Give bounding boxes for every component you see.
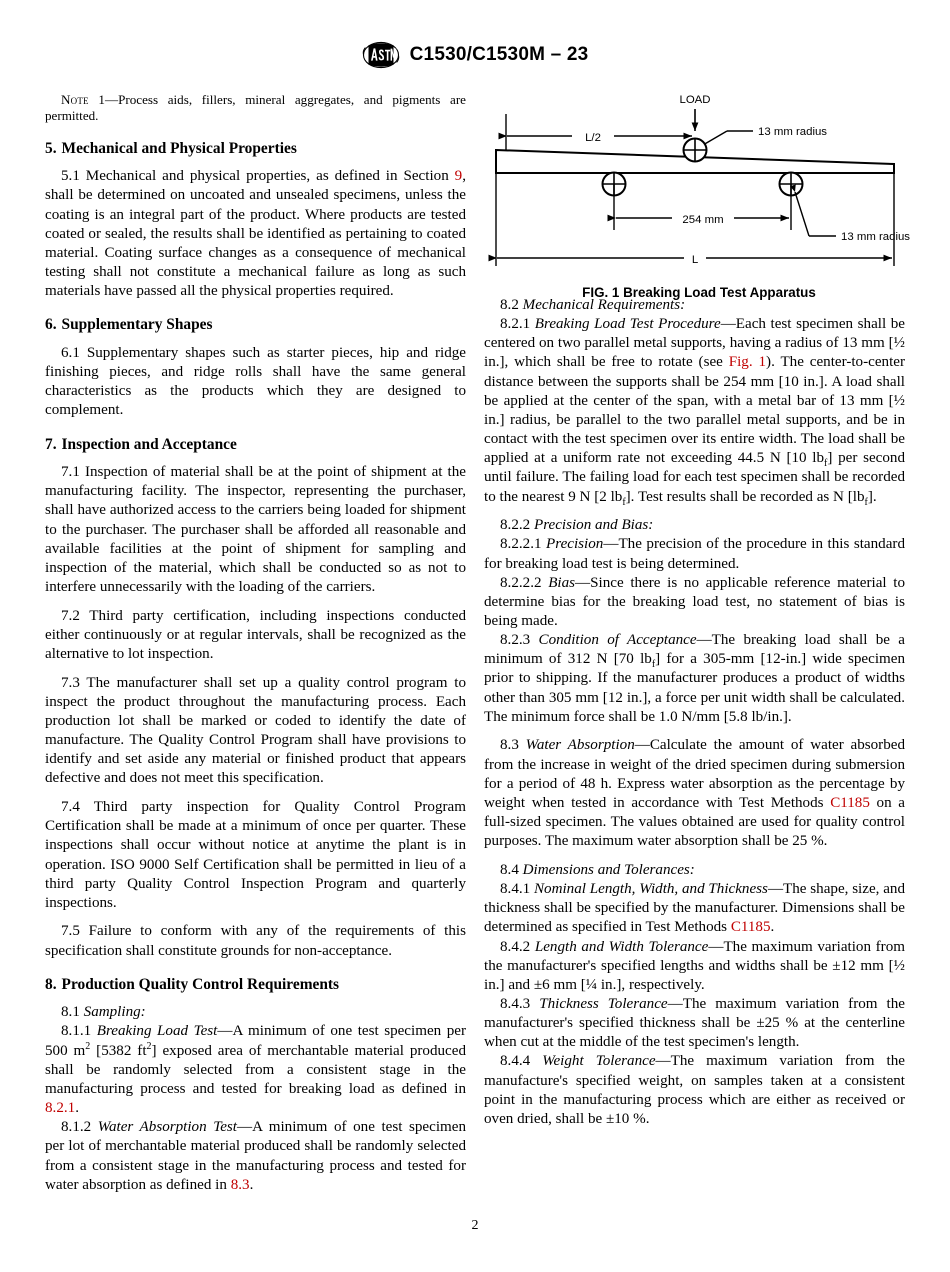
para-lead-in: Nominal Length, Width, and Thickness	[533, 881, 768, 898]
para-number: 8.1	[61, 1004, 84, 1021]
radius-top-leader	[703, 131, 727, 145]
paragraph-8-4-1	[484, 880, 905, 937]
paragraph-8-4-4	[484, 1052, 905, 1129]
section-6-heading	[45, 301, 466, 334]
section-5-title: Mechanical and Physical Properties	[61, 139, 297, 157]
para-text: ]. Test results shall be recorded as N [lb	[625, 488, 865, 505]
para-text: ). The center-to-center distance between the supports shall be 254 mm [10 in.]. A load shall be applied at the center of the span, with a metal bar of 13 mm [½ in.] radius, be parallel to the two parallel metal supports, and be in contact with the test specimen over its entire width. The load shall be applied at a uniform rate not exceeding 44.5 N [10 lb	[484, 354, 905, 467]
para-number: 8.1.1	[61, 1023, 97, 1040]
para-number: 8.4.1	[500, 881, 534, 898]
section-8-heading	[45, 961, 466, 994]
section-8-number: 8.	[45, 975, 57, 993]
paragraph-5-1	[45, 167, 466, 301]
section-6-number: 6.	[45, 316, 57, 334]
astm-logo-icon	[362, 40, 400, 70]
paragraph-8-1	[45, 1003, 466, 1022]
para-number: 8.1.2	[61, 1119, 98, 1136]
superscript-square: 2	[146, 1040, 152, 1052]
figure-1	[484, 88, 914, 300]
para-lead-in: Precision and Bias:	[533, 517, 654, 534]
subscript-f: f	[651, 659, 656, 671]
total-length-label: L	[691, 254, 699, 266]
paragraph-8-4	[484, 861, 905, 880]
section-7-number: 7.	[45, 435, 57, 453]
para-number: 8.2.2.1	[500, 536, 547, 553]
paragraph-8-2-2	[484, 516, 905, 535]
para-number: 8.2	[500, 297, 523, 313]
paragraph-7-2: 7.2 Third party certification, including inspections conducted either continuously or at regular intervals, shall be recognized as the alternative to lot inspection.	[45, 607, 466, 662]
para-text: —A minimum of one test specimen per 500 m	[45, 1023, 466, 1059]
paragraph-8-4-3	[484, 995, 905, 1052]
paragraph-8-2-1	[484, 315, 905, 507]
radius-top-label: 13 mm radius	[758, 126, 828, 138]
paragraph-7-1: 7.1 Inspection of material shall be at the point of shipment at the manufacturing facility. The inspector, representing the purchaser, shall have authorized access to the carriers being loaded for shipment to the purchaser. The purchaser shall be afforded all reasonable and available facilities at the point of shipment for sampling and inspection of the material, which shall be conducted so as not to interfere unnecessarily with the loading of the carriers.	[45, 464, 466, 595]
page-number: 2	[471, 1218, 479, 1233]
para-text: ] per second until failure. The failing load for each test specimen shall be recorded to the nearest 9 N [2 lb	[484, 450, 905, 505]
para-lead-in: Sampling:	[83, 1004, 146, 1021]
para-lead-in: Water Absorption Test	[97, 1119, 237, 1136]
para-number: 8.4.3	[500, 995, 540, 1012]
para-number: 8.2.3	[500, 632, 539, 649]
para-text: —The maximum variation from the manufacturer's specified thickness shall be ±25 % at the centerline when cut at the middle of the test specimen's length.	[484, 995, 905, 1051]
span-label: 254 mm	[682, 214, 724, 226]
paragraph-8-1-1	[45, 1022, 466, 1118]
para-lead-in: Water Absorption	[525, 737, 635, 754]
para-text: .	[75, 1100, 79, 1117]
para-lead-in: Bias	[548, 574, 576, 591]
para-text: on a full-sized specimen. The values obtained are used for quality control purposes. The maximum water absorption shall be 25 %.	[484, 794, 906, 850]
breaking-load-test-apparatus-diagram	[484, 88, 914, 280]
para-lead-in: Breaking Load Test	[96, 1023, 218, 1040]
paragraph-8-3	[484, 736, 905, 851]
para-text: —The maximum variation from the manufacture's specified weight, on samples taken at a consistent point in the manufacturing process which are either as received or oven dried, shall be ±10 %.	[484, 1053, 905, 1127]
subscript-f: f	[824, 458, 828, 470]
para-number: 8.2.2.2	[500, 574, 549, 591]
section-5-number: 5.	[45, 139, 57, 157]
figure-1-caption: FIG. 1 Breaking Load Test Apparatus	[582, 285, 816, 300]
para-number: 8.4.2	[500, 938, 535, 955]
paragraph-8-2-3	[484, 631, 905, 727]
right-column	[484, 296, 905, 1129]
paragraph-8-2-2-1	[484, 535, 905, 573]
para-number: 8.4	[500, 861, 523, 878]
cross-reference-9[interactable]: 9	[454, 168, 463, 185]
cross-reference-fig-1[interactable]: Fig. 1	[728, 354, 767, 371]
section-7-heading	[45, 421, 466, 454]
document-title: C1530/C1530M – 23	[409, 44, 589, 65]
para-lead-in: Precision	[546, 536, 604, 553]
para-text: .	[249, 1176, 254, 1193]
load-roller	[684, 139, 707, 162]
section-7-title: Inspection and Acceptance	[61, 435, 237, 453]
para-number: 8.3	[500, 737, 526, 754]
cross-reference-83[interactable]: 8.3	[230, 1176, 250, 1193]
para-text: —The shape, size, and thickness shall be specified by the manufacturer. Dimensions shall be determined as specified in Test Methods	[484, 881, 905, 936]
subscript-f: f	[864, 496, 868, 508]
para-number: 8.2.1	[500, 316, 535, 333]
section-6-title: Supplementary Shapes	[61, 316, 213, 334]
section-5-heading	[45, 125, 466, 158]
cross-reference-c1185[interactable]: C1185	[830, 794, 870, 811]
paragraph-7-3: 7.3 The manufacturer shall set up a quality control program to inspect the product throughout the manufacturing process. Each production lot shall be marked or coded to identify the date of manufacture. The Quality Control Program shall have provisions to identify and set aside any material or finished product that appears defective and does not meet this specification.	[45, 674, 466, 787]
note-text: 1—Process aids, fillers, mineral aggregates, and pigments are permitted.	[45, 92, 466, 124]
para-text: —The precision of the procedure in this standard for breaking load test is being determined.	[484, 536, 905, 572]
para-text: —The breaking load shall be a minimum of 312 N [70 lb	[484, 632, 905, 668]
cross-reference-c1185[interactable]: C1185	[730, 919, 771, 936]
para-lead-in: Thickness Tolerance	[539, 995, 668, 1012]
para-number: 8.2.2	[500, 517, 534, 534]
paragraph-6-1: 6.1 Supplementary shapes such as starter pieces, hip and ridge finishing pieces, and ridge rolls shall have the same general characteristics as the products which they are designed to complement.	[45, 344, 466, 419]
superscript-square: 2	[85, 1040, 91, 1052]
para-text: —A minimum of one test specimen per lot of merchantable material produced shall be randomly selected from a consistent stage in the manufacturing process and tested for water absorption as defined in	[45, 1119, 467, 1193]
section-8-title: Production Quality Control Requirements	[61, 975, 340, 993]
paragraph-8-2	[484, 296, 905, 315]
load-label: LOAD	[679, 94, 711, 106]
para-lead-in: Weight Tolerance	[542, 1053, 656, 1070]
paragraph-8-1-2	[45, 1118, 466, 1195]
left-column	[45, 92, 466, 1195]
note-1	[45, 92, 466, 125]
paragraph-7-5: 7.5 Failure to conform with any of the requirements of this specification shall constitute grounds for non-acceptance.	[45, 923, 466, 959]
para-text: —The maximum variation from the manufacturer's specified lengths and widths shall be ±12 mm [½ in.] and ±6 mm [¼ in.], respectively.	[484, 938, 905, 993]
cross-reference-821[interactable]: 8.2.1	[45, 1100, 76, 1117]
para-text: ] for a 305-mm [12-in.] wide specimen prior to shipping. If the manufacturer produces a product of widths other than 305 mm [12 in.], a force per unit width shall be calculated. The minimum force shall be 1.0 N/mm [5.8 lb/in.].	[484, 651, 905, 725]
para-lead-in: Length and Width Tolerance	[534, 938, 709, 955]
paragraph-8-2-2-2	[484, 574, 905, 631]
para-text: —Calculate the amount of water absorbed from the increase in weight of the dried specimen during submersion for a period of 48 h. Express water absorption as the percentage by weight when tested in accordance with Test Methods	[484, 737, 906, 811]
para-text: ] exposed area of merchantable material produced shall be randomly selected from a consistent stage in the manufacturing process and tested for breaking load as defined in	[45, 1042, 467, 1097]
para-lead-in: Condition of Acceptance	[538, 632, 697, 649]
half-span-label: L/2	[585, 132, 601, 144]
para-number: 8.4.4	[500, 1053, 543, 1070]
para-text: —Since there is no applicable reference material to determine bias for the breaking load test, no statement of bias is being made.	[484, 574, 906, 629]
para-text: —Each test specimen shall be centered on two parallel metal supports, having a radius of 13 mm [½ in.], which shall be free to rotate (see	[484, 316, 906, 371]
para-lead-in: Dimensions and Tolerances:	[522, 861, 695, 878]
subscript-f: f	[622, 496, 626, 508]
para-text: [5382 ft	[90, 1042, 147, 1059]
radius-bottom-label: 13 mm radius	[841, 231, 911, 243]
para-text: 5.1 Mechanical and physical properties, as defined in Section	[61, 168, 455, 185]
note-label: Note	[61, 92, 89, 107]
para-text: ].	[867, 488, 877, 505]
paragraph-8-4-2	[484, 938, 905, 995]
para-lead-in: Breaking Load Test Procedure	[534, 316, 721, 333]
para-text: .	[770, 919, 775, 936]
radius-bottom-leader	[795, 192, 809, 236]
para-text: , shall be determined on uncoated and unsealed specimens, unless the coating is an integral part of the product. Where products are tested coated or sealed, the results shall be identified as pertaining to coated material. Coating surface changes as a consequence of mechanical testing shall not constitute a mechanical failure as long as such materials have passed all the physical properties required.	[45, 168, 466, 300]
page-header	[0, 40, 950, 70]
para-lead-in: Mechanical Requirements:	[522, 297, 686, 313]
paragraph-7-4: 7.4 Third party inspection for Quality Control Program Certification shall be made at a minimum of once per quarter. These inspections shall occur without notice at anytime the plant is in operation. ISO 9000 Self Certification shall be permitted in lieu of a third party Quality Control Inspection Program and quarterly inspections.	[45, 799, 466, 911]
